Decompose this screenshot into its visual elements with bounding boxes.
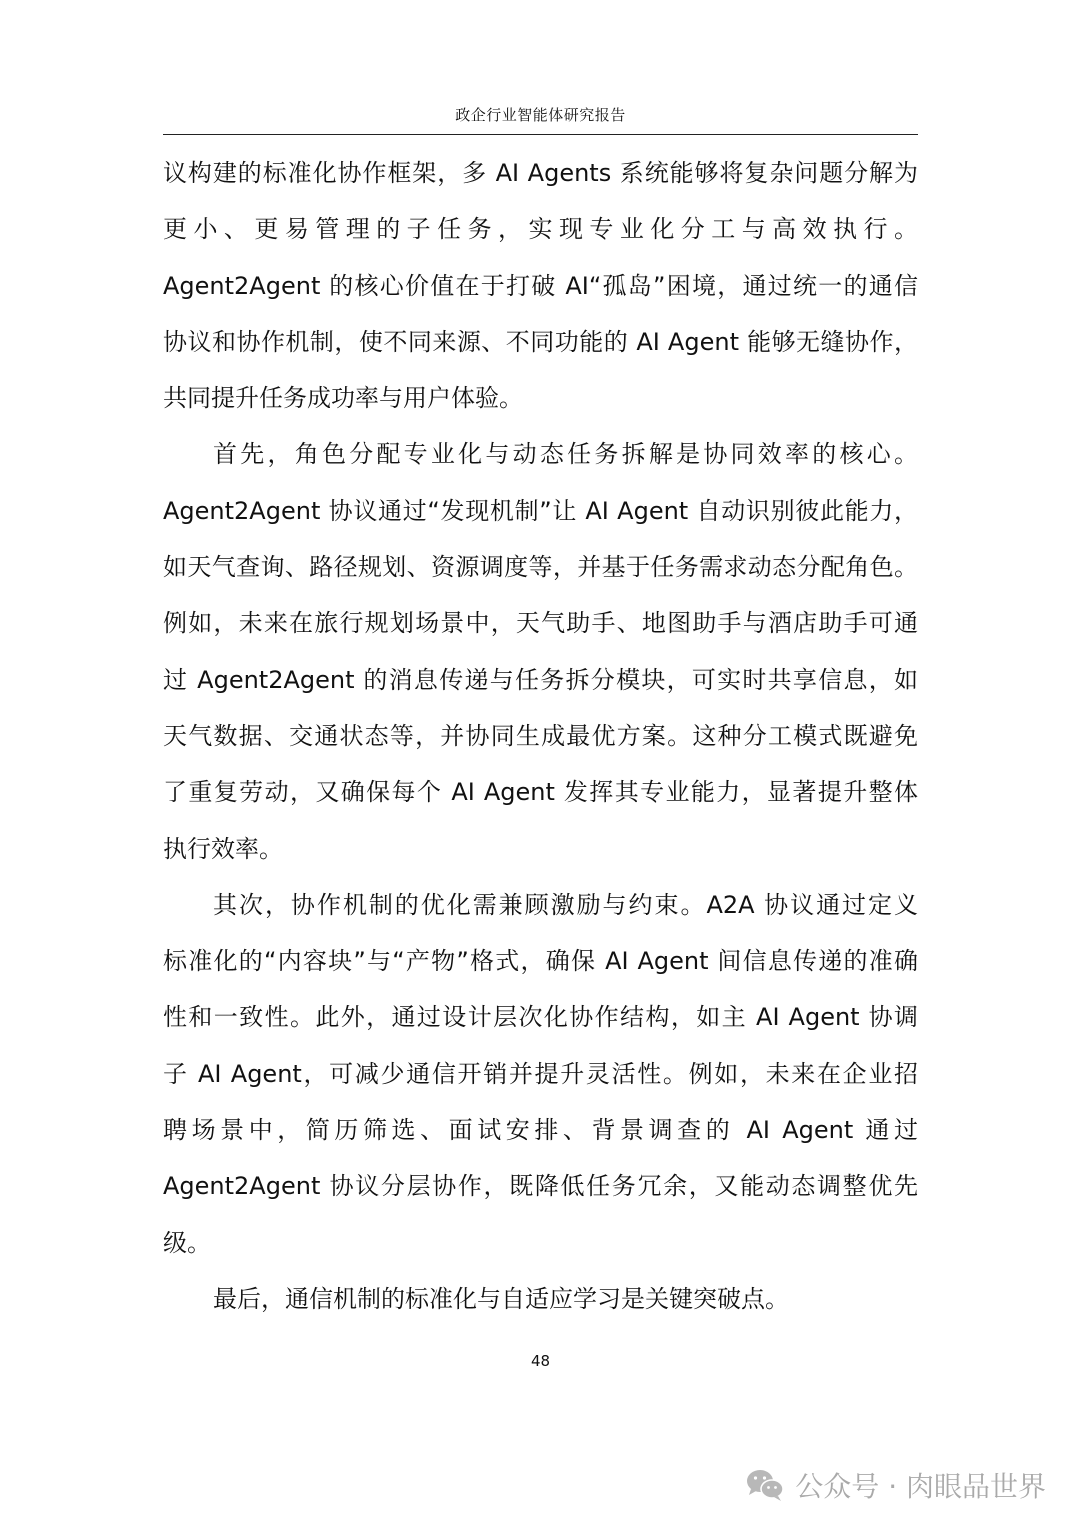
text-line: 首先，角色分配专业化与动态任务拆解是协同效率的核心。: [213, 440, 918, 469]
text-line: 如天气查询、路径规划、资源调度等，并基于任务需求动态分配角色。: [163, 553, 918, 582]
text-line: 天气数据、交通状态等，并协同生成最优方案。这种分工模式既避免: [163, 721, 918, 750]
document-body: [163, 145, 918, 1327]
text-line: 性和一致性。此外，通过设计层次化协作结构，如主 AI Agent 协调: [163, 1003, 918, 1032]
text-line: 其次，协作机制的优化需兼顾激励与约束。A2A 协议通过定义: [213, 890, 918, 919]
watermark: [745, 1463, 1046, 1507]
text-line: Agent2Agent 协议分层协作，既降低任务冗余，又能动态调整优先: [163, 1172, 918, 1201]
text-line: 标准化的“内容块”与“产物”格式，确保 AI Agent 间信息传递的准确: [163, 947, 918, 976]
text-line: 了重复劳动，又确保每个 AI Agent 发挥其专业能力，显著提升整体: [163, 778, 918, 807]
header-rule: [163, 134, 918, 135]
wechat-icon: [745, 1467, 785, 1503]
text-line: 议构建的标准化协作框架，多 AI Agents 系统能够将复杂问题分解为: [163, 159, 918, 187]
running-header: 政企行业智能体研究报告: [455, 106, 626, 124]
text-line: 聘场景中，简历筛选、面试安排、背景调查的 AI Agent 通过: [163, 1116, 918, 1145]
text-line: Agent2Agent 协议通过“发现机制”让 AI Agent 自动识别彼此能力，: [163, 496, 918, 525]
text-line: 级。: [163, 1228, 211, 1257]
page-number: 48: [530, 1352, 551, 1370]
text-line: 最后，通信机制的标准化与自适应学习是关键突破点。: [213, 1284, 789, 1313]
text-line: 子 AI Agent，可减少通信开销并提升灵活性。例如，未来在企业招: [163, 1059, 918, 1088]
text-line: 执行效率。: [163, 834, 283, 863]
text-line: 例如，未来在旅行规划场景中，天气助手、地图助手与酒店助手可通: [163, 609, 918, 638]
text-line: 协议和协作机制，使不同来源、不同功能的 AI Agent 能够无缝协作，: [163, 327, 918, 356]
text-line: Agent2Agent 的核心价值在于打破 AI“孤岛”困境，通过统一的通信: [163, 271, 918, 300]
text-line: 过 Agent2Agent 的消息传递与任务拆分模块，可实时共享信息，如: [163, 665, 918, 694]
text-line: 更小、更易管理的子任务，实现专业化分工与高效执行。: [163, 215, 918, 244]
text-line: 共同提升任务成功率与用户体验。: [163, 384, 523, 413]
watermark-text: 公众号 · 肉眼品世界: [795, 1470, 1046, 1503]
